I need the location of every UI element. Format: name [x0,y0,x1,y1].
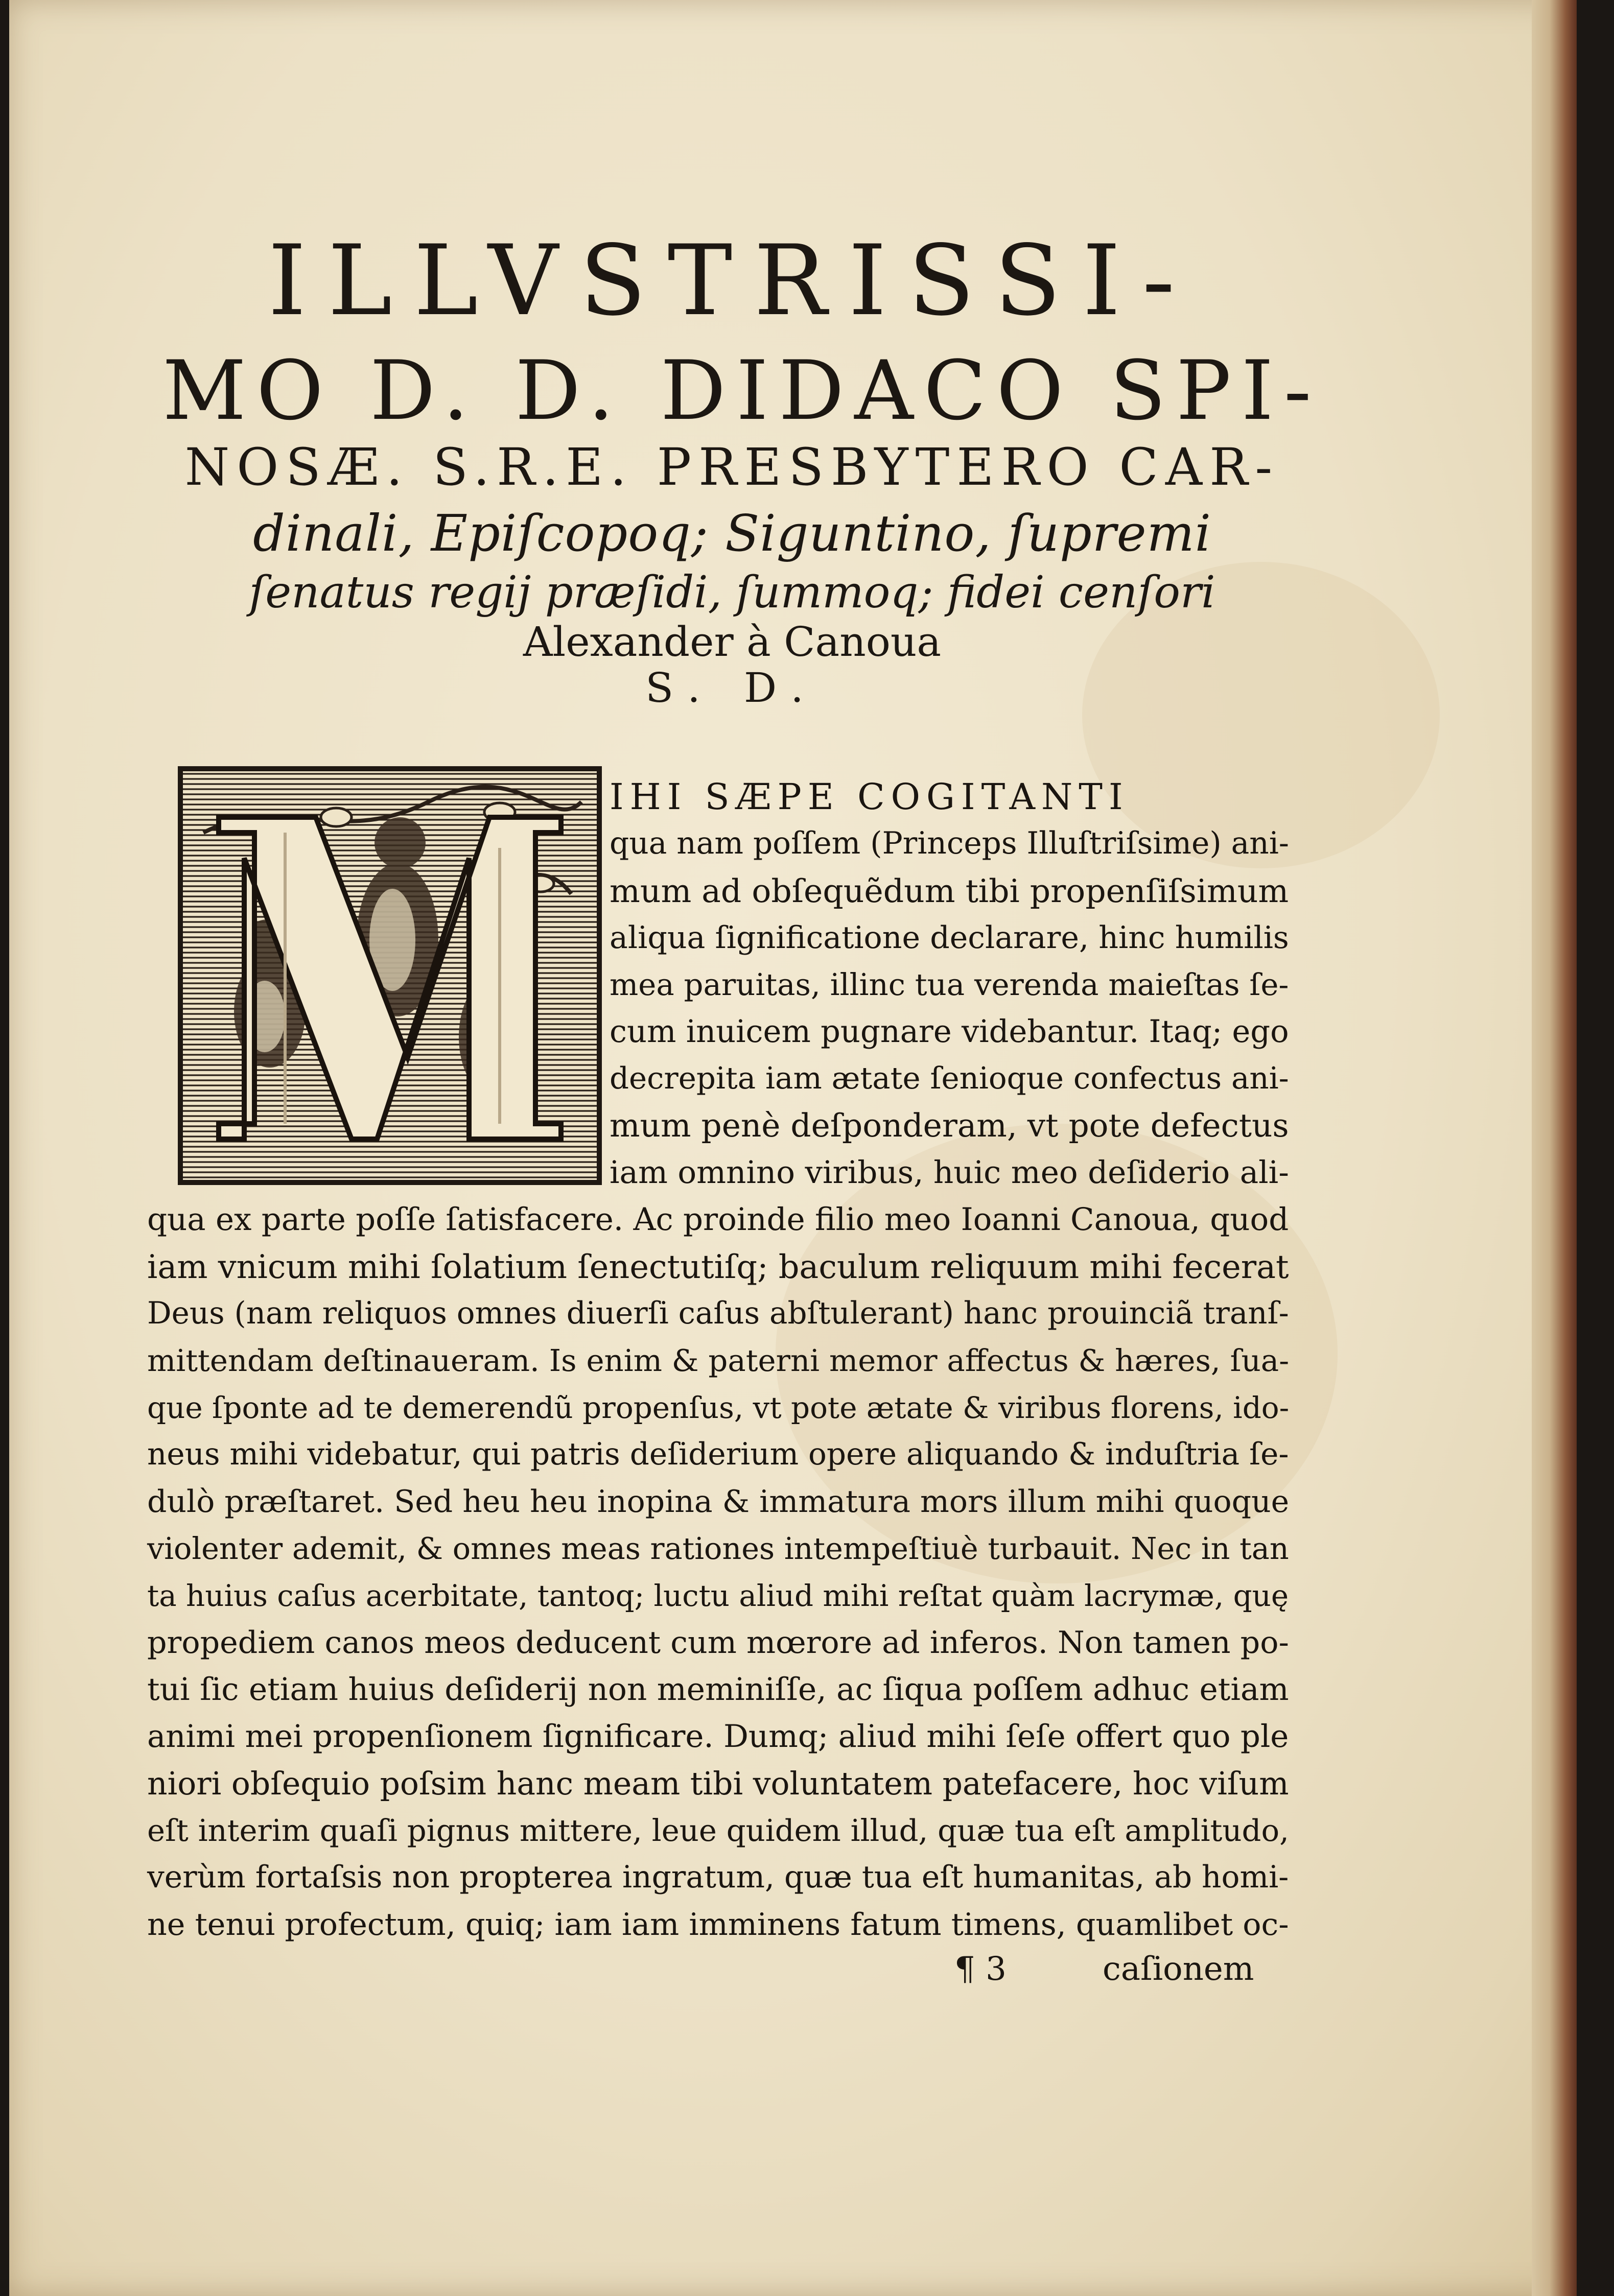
text-line: violenter ademit, & omnes meas rationes intempeſtiuè turbauit. Nec in tan [147,1531,1289,1566]
text-line: mum penè deſponderam, vt pote defectus [610,1107,1289,1144]
text-line: propediem canos meos deducent cum mœrore ad inferos. Non tamen po- [147,1625,1289,1661]
catchword: caſionem [1103,1950,1254,1988]
heading-line-7: S. D. [645,664,819,712]
text-line: eſt interim quaſi pignus mittere, leue quidem illud, quæ tua eſt amplitudo, [147,1813,1289,1848]
heading-line-5: ſenatus regij præſidi, ſummoq; fidei cenſori [249,567,1215,618]
text-line: qua ex parte poſſe ſatisfacere. Ac proinde filio meo Ioanni Canoua, quod [147,1201,1289,1238]
heading-line-1: ILLVSTRISSI- [268,224,1197,337]
text-line: ta huius caſus acerbitate, tantoq; luctu aliud mihi reſtat quàm lacrymæ, quę [147,1578,1289,1613]
text-line: mum ad obſequẽdum tibi propenſiſsimum [610,872,1289,910]
text-line: que ſponte ad te demerendũ propenſus, vt pote ætate & viribus florens, ido- [147,1390,1290,1425]
text-line: cum inuicem pugnare videbantur. Itaq; ego [610,1014,1289,1050]
text-line: Deus (nam reliquos omnes diuerſi caſus abſtulerant) hanc prouinciã tranſ- [147,1296,1289,1331]
text-line: dulò præſtaret. Sed heu heu inopina & immatura mors illum mihi quoque [147,1484,1290,1520]
text-line: mittendam deſtinaueram. Is enim & paterni memor affectus & hæres, ſua- [147,1343,1290,1378]
text-line: decrepita iam ætate ſenioque confectus ani- [610,1061,1289,1096]
text-line: neus mihi videbatur, qui patris deſiderium opere aliquando & induſtria ſe- [147,1437,1289,1472]
heading-line-3: NOSÆ. S.R.E. PRESBYTERO CAR- [184,437,1280,497]
heading-line-2: MO D. D. DIDACO SPI- [162,343,1322,438]
book-page [9,0,1577,2296]
heading-line-4: dinali, Epiſcopoq; Siguntino, ſupremi [253,505,1211,563]
text-line: iam omnino viribus, huic meo deſiderio ali- [610,1154,1289,1191]
text-line: verùm fortaſsis non propterea ingratum, quæ tua eſt humanitas, ab homi- [147,1860,1289,1895]
text-line: iam vnicum mihi ſolatium ſenectutiſq; baculum reliquum mihi fecerat [147,1248,1289,1286]
text-line: aliqua ſignificatione declarare, hinc humilis [610,920,1289,956]
text-line: IHI SÆPE COGITANTI [610,776,1129,818]
text-line: niori obſequio poſsim hanc meam tibi voluntatem patefacere, hoc viſum [147,1765,1289,1802]
heading-line-6: Alexander à Canoua [523,618,942,666]
text-line: ne tenui profectum, quiq; iam iam imminens fatum timens, quamlibet oc- [147,1907,1289,1943]
text-line: qua nam poſſem (Princeps Illuſtriſsime) ani- [610,826,1289,861]
text-line: animi mei propenſionem ſignificare. Dumq; aliud mihi ſeſe offert quo ple [147,1719,1289,1755]
text-line: tui ſic etiam huius deſiderij non meminiſſe, ac ſiqua poſſem adhuc etiam [147,1671,1289,1708]
decorated-initial-m [178,766,602,1185]
binding-edge [1532,0,1577,2296]
text-line: mea paruitas, illinc tua verenda maieſtas ſe- [610,967,1289,1002]
signature-mark: ¶ 3 [954,1950,1007,1988]
